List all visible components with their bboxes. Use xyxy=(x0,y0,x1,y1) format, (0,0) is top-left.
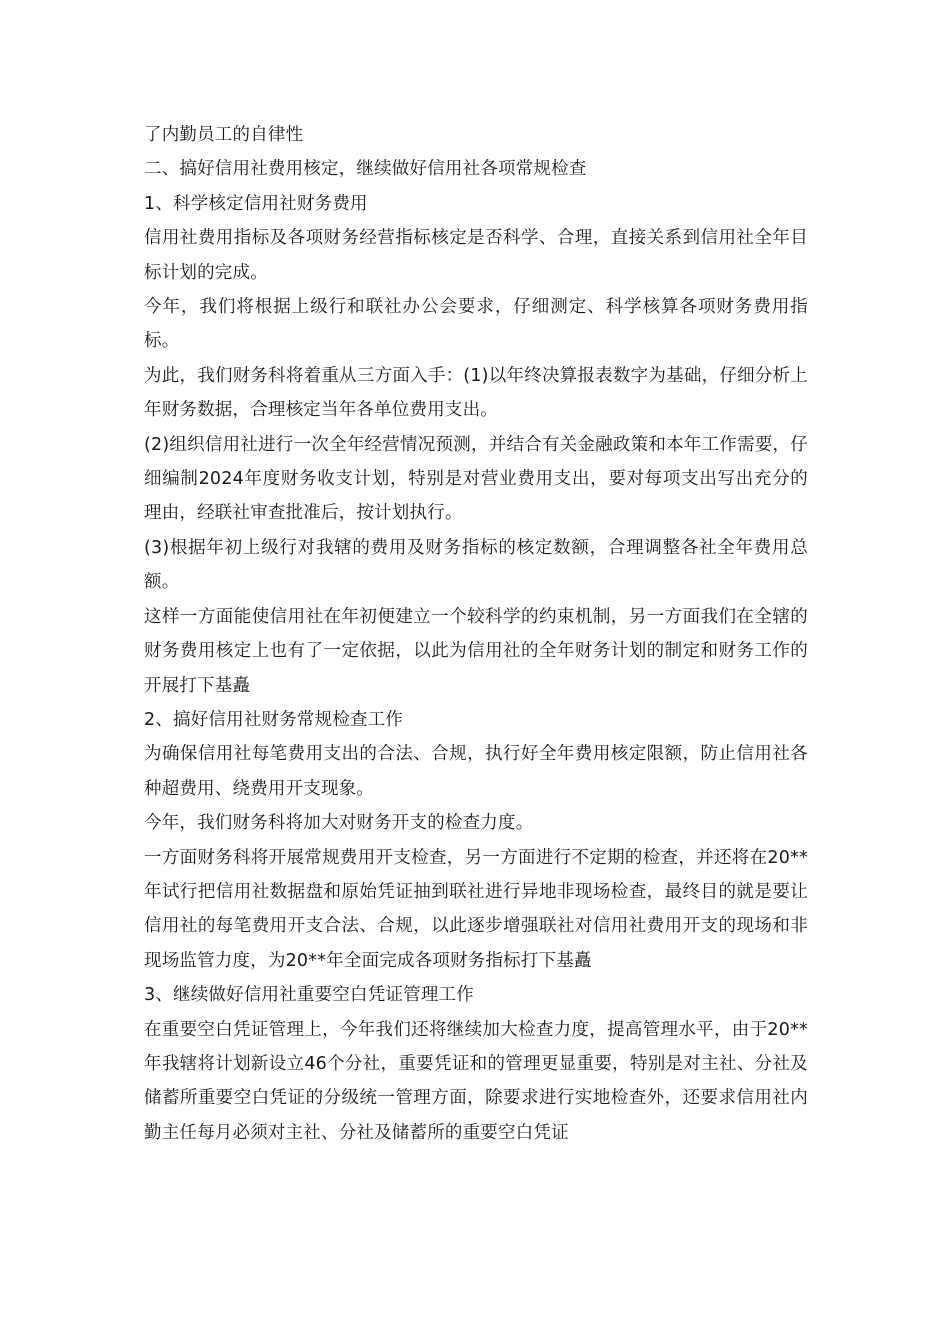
subsection-heading: 3、继续做好信用社重要空白凭证管理工作 xyxy=(144,985,474,1006)
paragraph: 为确保信用社每笔费用支出的合法、合规，执行好全年费用核定限额，防止信用社各种超费用、绕费用开支现象。 xyxy=(144,744,808,799)
subsection-heading: 2、搞好信用社财务常规检查工作 xyxy=(144,709,404,730)
paragraph: 今年，我们将根据上级行和联社办公会要求，仔细测定、科学核算各项财务费用指标。 xyxy=(144,297,808,352)
paragraph: (3)根据年初上级行对我辖的费用及财务指标的核定数额，合理调整各社全年费用总额。 xyxy=(144,537,808,593)
paragraph: 信用社费用指标及各项财务经营指标核定是否科学、合理，直接关系到信用社全年目标计划的完成。 xyxy=(144,228,808,283)
paragraph: 在重要空白凭证管理上，今年我们还将继续加大检查力度，提高管理水平，由于20**年我辖将计划新设立46个分社，重要凭证和的管理更显重要，特别是对主社、分社及储蓄所重要空白凭证的分级统一管理方面，除要求进行实地检查外，还要求信用社内勤主任每月必须对主社、分社及储蓄所的重要空白凭证 xyxy=(144,1019,808,1143)
subsection-heading: 1、科学核定信用社财务费用 xyxy=(144,193,368,214)
paragraph: 为此，我们财务科将着重从三方面入手：(1)以年终决算报表数字为基础，仔细分析上年财务数据，合理核定当年各单位费用支出。 xyxy=(144,365,808,421)
document-body xyxy=(144,118,808,1150)
paragraph: 今年，我们财务科将加大对财务开支的检查力度。 xyxy=(144,813,534,834)
paragraph: (2)组织信用社进行一次全年经营情况预测，并结合有关金融政策和本年工作需要，仔细编制2024年度财务收支计划，特别是对营业费用支出，要对每项支出写出充分的理由，经联社审查批准后，按计划执行。 xyxy=(144,434,808,524)
paragraph: 一方面财务科将开展常规费用开支检查，另一方面进行不定期的检查，并还将在20**年试行把信用社数据盘和原始凭证抽到联社进行异地非现场检查，最终目的就是要让信用社的每笔费用开支合法、合规，以此逐步增强联社对信用社费用开支的现场和非现场监管力度，为20**年全面完成各项财务指标打下基矗 xyxy=(144,847,808,971)
section-heading: 二、搞好信用社费用核定，继续做好信用社各项常规检查 xyxy=(144,159,587,180)
paragraph: 了内勤员工的自律性 xyxy=(144,125,304,145)
paragraph: 这样一方面能使信用社在年初便建立一个较科学的约束机制，另一方面我们在全辖的财务费用核定上也有了一定依据，以此为信用社的全年财务计划的制定和财务工作的开展打下基矗 xyxy=(144,606,808,696)
